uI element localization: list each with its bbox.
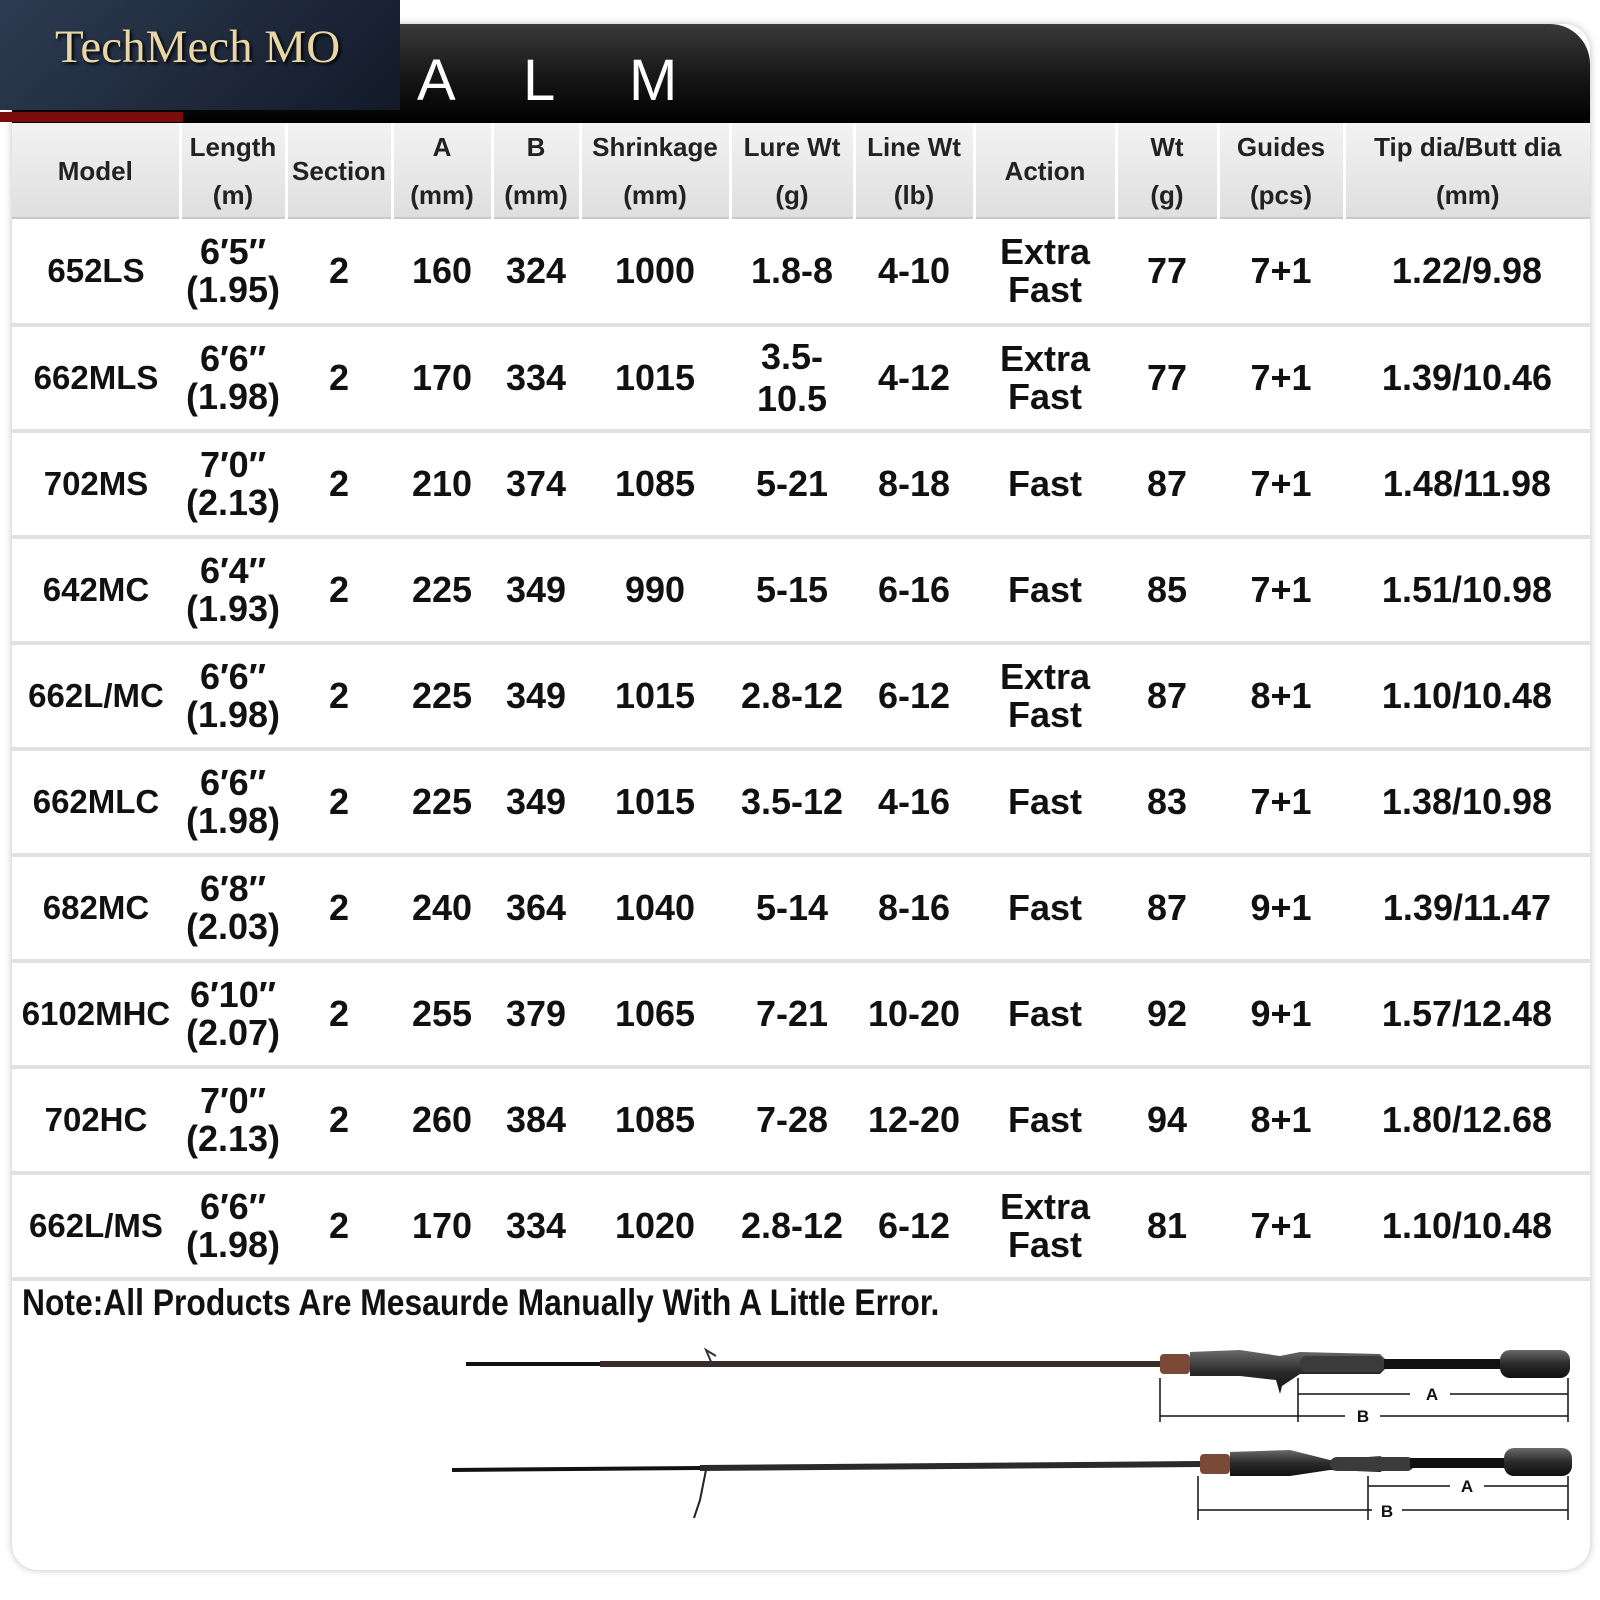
a-cell: 240	[392, 855, 492, 961]
shrinkage-cell: 990	[580, 537, 730, 643]
lure-wt-cell: 3.5-10.5	[730, 325, 854, 431]
table-row	[12, 325, 1590, 431]
line-wt-cell: 4-12	[854, 325, 974, 431]
length-cell	[180, 537, 286, 643]
length-meters: (2.03)	[185, 906, 281, 947]
tip-butt-cell: 1.22/9.98	[1344, 219, 1590, 325]
action-word: Fast	[1007, 781, 1083, 822]
guides-cell: 8+1	[1218, 643, 1344, 749]
length-cell	[180, 1173, 286, 1279]
model-cell: 662MLC	[12, 749, 180, 855]
action-word: Fast	[1007, 1099, 1083, 1140]
length-meters: (2.13)	[185, 1118, 281, 1159]
a-cell: 170	[392, 325, 492, 431]
guides-cell: 7+1	[1218, 749, 1344, 855]
model-cell: 6102MHC	[12, 961, 180, 1067]
casting-rod-illustration	[466, 1350, 1570, 1426]
length-feet: 6′5″	[200, 231, 266, 272]
header-guides: Guides (pcs)	[1218, 123, 1344, 219]
spec-table	[12, 123, 1590, 1281]
shrinkage-cell: 1085	[580, 431, 730, 537]
table-row	[12, 219, 1590, 325]
header-b: B (mm)	[492, 123, 580, 219]
header-tip-butt: Tip dia/Butt dia (mm)	[1344, 123, 1590, 219]
guides-cell: 9+1	[1218, 855, 1344, 961]
length-feet: 6′4″	[200, 550, 266, 591]
action-cell	[974, 749, 1116, 855]
measurement-note: Note:All Products Are Mesaurde Manually With A Little Error.	[22, 1282, 940, 1323]
b-cell: 349	[492, 537, 580, 643]
line-wt-cell: 6-12	[854, 1173, 974, 1279]
b-cell: 349	[492, 643, 580, 749]
section-cell: 2	[286, 325, 392, 431]
table-row	[12, 643, 1590, 749]
length-cell	[180, 855, 286, 961]
series-letter: A	[417, 47, 458, 113]
shrinkage-cell: 1085	[580, 1067, 730, 1173]
b-cell: 349	[492, 749, 580, 855]
section-cell: 2	[286, 431, 392, 537]
length-feet: 6′6″	[200, 762, 266, 803]
action-word: Fast	[1007, 694, 1083, 735]
a-cell: 160	[392, 219, 492, 325]
header-wt: Wt (g)	[1116, 123, 1218, 219]
length-meters: (1.98)	[185, 800, 281, 841]
section-cell: 2	[286, 961, 392, 1067]
model-cell: 642MC	[12, 537, 180, 643]
guides-cell: 7+1	[1218, 219, 1344, 325]
line-wt-cell: 6-12	[854, 643, 974, 749]
a-cell: 210	[392, 431, 492, 537]
line-wt-cell: 4-10	[854, 219, 974, 325]
lure-wt-cell: 3.5-12	[730, 749, 854, 855]
brand-name: TechMech MO	[55, 21, 341, 73]
guides-cell: 7+1	[1218, 1173, 1344, 1279]
length-cell	[180, 219, 286, 325]
spec-table-body	[12, 219, 1590, 1279]
model-cell: 662L/MS	[12, 1173, 180, 1279]
table-row	[12, 431, 1590, 537]
action-cell	[974, 643, 1116, 749]
guides-cell: 8+1	[1218, 1067, 1344, 1173]
line-wt-cell: 12-20	[854, 1067, 974, 1173]
lure-wt-cell: 2.8-12	[730, 643, 854, 749]
guides-cell: 7+1	[1218, 431, 1344, 537]
action-cell	[974, 855, 1116, 961]
guides-cell: 9+1	[1218, 961, 1344, 1067]
model-cell: 652LS	[12, 219, 180, 325]
header-row	[12, 123, 1590, 219]
lure-wt-cell: 5-15	[730, 537, 854, 643]
brand-logo	[0, 0, 400, 110]
model-cell: 702MS	[12, 431, 180, 537]
action-word: Extra	[999, 231, 1091, 272]
shrinkage-cell: 1065	[580, 961, 730, 1067]
a-cell: 225	[392, 643, 492, 749]
lure-wt-cell: 7-21	[730, 961, 854, 1067]
wt-cell: 83	[1116, 749, 1218, 855]
length-cell	[180, 643, 286, 749]
line-wt-cell: 10-20	[854, 961, 974, 1067]
a-cell: 255	[392, 961, 492, 1067]
lure-wt-cell: 5-14	[730, 855, 854, 961]
length-feet: 6′6″	[200, 656, 266, 697]
tip-butt-cell: 1.39/11.47	[1344, 855, 1590, 961]
lure-wt-cell: 7-28	[730, 1067, 854, 1173]
section-cell: 2	[286, 1173, 392, 1279]
table-row	[12, 537, 1590, 643]
tip-butt-cell: 1.10/10.48	[1344, 643, 1590, 749]
section-cell: 2	[286, 1067, 392, 1173]
wt-cell: 92	[1116, 961, 1218, 1067]
action-word: Fast	[1007, 993, 1083, 1034]
length-meters: (1.93)	[185, 588, 281, 629]
a-cell: 225	[392, 749, 492, 855]
table-row	[12, 1173, 1590, 1279]
spinning-label-a: A	[1460, 1477, 1474, 1496]
length-cell	[180, 961, 286, 1067]
length-meters: (2.07)	[185, 1012, 281, 1053]
action-cell	[974, 1067, 1116, 1173]
action-word: Fast	[1007, 569, 1083, 610]
tip-butt-cell: 1.38/10.98	[1344, 749, 1590, 855]
wt-cell: 77	[1116, 325, 1218, 431]
length-cell	[180, 1067, 286, 1173]
shrinkage-cell: 1015	[580, 325, 730, 431]
casting-label-b: B	[1356, 1407, 1370, 1426]
spinning-label-b: B	[1380, 1502, 1394, 1521]
section-cell: 2	[286, 219, 392, 325]
wt-cell: 94	[1116, 1067, 1218, 1173]
length-feet: 7′0″	[200, 1080, 266, 1121]
wt-cell: 77	[1116, 219, 1218, 325]
tip-butt-cell: 1.39/10.46	[1344, 325, 1590, 431]
length-meters: (2.13)	[185, 482, 281, 523]
tip-butt-cell: 1.48/11.98	[1344, 431, 1590, 537]
action-word: Extra	[999, 1186, 1091, 1227]
accent-strip	[0, 112, 183, 122]
model-cell: 662MLS	[12, 325, 180, 431]
length-feet: 6′10″	[190, 974, 276, 1015]
table-row	[12, 855, 1590, 961]
tip-butt-cell: 1.51/10.98	[1344, 537, 1590, 643]
action-word: Extra	[999, 338, 1091, 379]
length-meters: (1.98)	[185, 694, 281, 735]
series-letter: M	[629, 47, 680, 113]
length-feet: 6′6″	[200, 338, 266, 379]
section-cell: 2	[286, 537, 392, 643]
length-meters: (1.98)	[185, 1224, 281, 1265]
wt-cell: 85	[1116, 537, 1218, 643]
lure-wt-cell: 5-21	[730, 431, 854, 537]
b-cell: 384	[492, 1067, 580, 1173]
header-line-wt: Line Wt (lb)	[854, 123, 974, 219]
action-word: Fast	[1007, 269, 1083, 310]
section-cell: 2	[286, 749, 392, 855]
b-cell: 374	[492, 431, 580, 537]
a-cell: 260	[392, 1067, 492, 1173]
length-meters: (1.95)	[185, 269, 281, 310]
b-cell: 379	[492, 961, 580, 1067]
a-cell: 225	[392, 537, 492, 643]
line-wt-cell: 8-18	[854, 431, 974, 537]
length-meters: (1.98)	[185, 376, 281, 417]
action-word: Extra	[999, 656, 1091, 697]
section-cell: 2	[286, 855, 392, 961]
shrinkage-cell: 1000	[580, 219, 730, 325]
guides-cell: 7+1	[1218, 325, 1344, 431]
table-row	[12, 1067, 1590, 1173]
header-section: Section	[286, 123, 392, 219]
action-cell	[974, 537, 1116, 643]
spinning-rod-illustration	[452, 1448, 1572, 1521]
wt-cell: 87	[1116, 855, 1218, 961]
line-wt-cell: 4-16	[854, 749, 974, 855]
line-wt-cell: 8-16	[854, 855, 974, 961]
action-cell	[974, 431, 1116, 537]
shrinkage-cell: 1015	[580, 643, 730, 749]
action-word: Fast	[1007, 1224, 1083, 1265]
series-title	[417, 40, 735, 120]
header-length: Length (m)	[180, 123, 286, 219]
header-model: Model	[12, 123, 180, 219]
b-cell: 364	[492, 855, 580, 961]
length-feet: 6′8″	[200, 868, 266, 909]
tip-butt-cell: 1.57/12.48	[1344, 961, 1590, 1067]
action-word: Fast	[1007, 463, 1083, 504]
header-a: A (mm)	[392, 123, 492, 219]
header-lure-wt: Lure Wt (g)	[730, 123, 854, 219]
casting-label-a: A	[1425, 1385, 1439, 1404]
length-cell	[180, 325, 286, 431]
series-letter: L	[523, 47, 558, 113]
model-cell: 682MC	[12, 855, 180, 961]
model-cell: 662L/MC	[12, 643, 180, 749]
tip-butt-cell: 1.10/10.48	[1344, 1173, 1590, 1279]
shrinkage-cell: 1015	[580, 749, 730, 855]
table-row	[12, 961, 1590, 1067]
model-cell: 702HC	[12, 1067, 180, 1173]
shrinkage-cell: 1040	[580, 855, 730, 961]
action-cell	[974, 1173, 1116, 1279]
action-cell	[974, 219, 1116, 325]
wt-cell: 81	[1116, 1173, 1218, 1279]
action-cell	[974, 325, 1116, 431]
header-action: Action	[974, 123, 1116, 219]
lure-wt-cell: 1.8-8	[730, 219, 854, 325]
wt-cell: 87	[1116, 431, 1218, 537]
a-cell: 170	[392, 1173, 492, 1279]
length-cell	[180, 749, 286, 855]
action-word: Fast	[1007, 887, 1083, 928]
section-cell: 2	[286, 643, 392, 749]
shrinkage-cell: 1020	[580, 1173, 730, 1279]
length-feet: 7′0″	[200, 444, 266, 485]
b-cell: 334	[492, 325, 580, 431]
rod-diagram	[0, 1330, 1600, 1570]
length-feet: 6′6″	[200, 1186, 266, 1227]
header-shrinkage: Shrinkage (mm)	[580, 123, 730, 219]
action-word: Fast	[1007, 376, 1083, 417]
b-cell: 334	[492, 1173, 580, 1279]
length-cell	[180, 431, 286, 537]
wt-cell: 87	[1116, 643, 1218, 749]
action-cell	[974, 961, 1116, 1067]
guides-cell: 7+1	[1218, 537, 1344, 643]
tip-butt-cell: 1.80/12.68	[1344, 1067, 1590, 1173]
table-row	[12, 749, 1590, 855]
line-wt-cell: 6-16	[854, 537, 974, 643]
b-cell: 324	[492, 219, 580, 325]
lure-wt-cell: 2.8-12	[730, 1173, 854, 1279]
